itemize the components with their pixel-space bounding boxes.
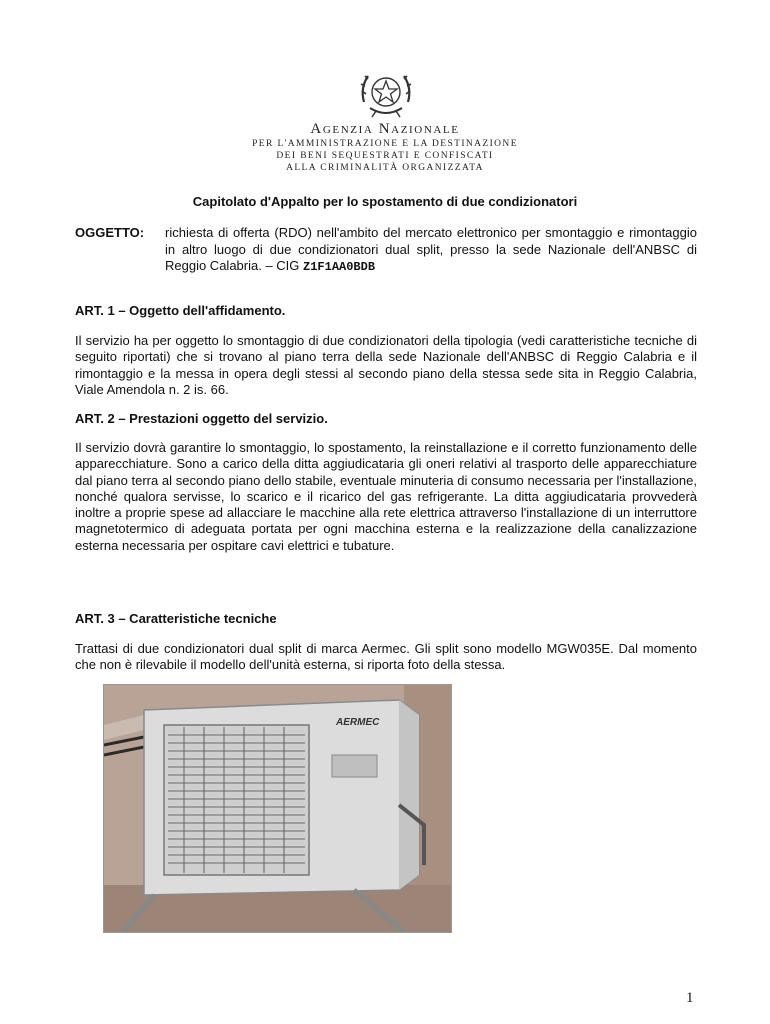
article-3-title: ART. 3 – Caratteristiche tecniche xyxy=(75,611,277,626)
outdoor-unit-illustration xyxy=(104,685,451,932)
agency-line: PER L'AMMINISTRAZIONE E LA DESTINAZIONE xyxy=(252,139,518,149)
article-2-text: Il servizio dovrà garantire lo smontaggio, lo spostamento, la reinstallazione e il corretto funzionamento delle apparecchiature. Sono a carico della ditta aggiudicataria gli oneri relativi al trasporto delle apparecchiature dal piano terra al secondo piano dello stabile, eventuale minuteria di consumo necessaria per l'installazione, nonché qualora servisse, lo scarico e il ricarico del gas refrigerante. La ditta aggiudicataria provvederà inoltre a proprie spese ad allacciare le macchine alla rete elettrica attraverso l'installazione di un interruttore magnetotermico di adeguata portata per ogni macchina esterna e la realizzazione della canalizzazione esterna necessaria per ospitare cavi elettrici e tubature. xyxy=(75,440,697,553)
agency-line: DEI BENI SEQUESTRATI E CONFISCATI xyxy=(276,151,494,161)
article-2-title: ART. 2 – Prestazioni oggetto del servizio. xyxy=(75,411,328,426)
agency-line: ALLA CRIMINALITÀ ORGANIZZATA xyxy=(286,163,484,173)
brand-label: AERMEC xyxy=(336,717,380,728)
article-1-title: ART. 1 – Oggetto dell'affidamento. xyxy=(75,303,286,318)
article-3-text: Trattasi di due condizionatori dual split di marca Aermec. Gli split sono modello MGW035E. Dal momento che non è rilevabile il modello dell'unità esterna, si riporta foto della stessa. xyxy=(75,641,697,673)
outdoor-unit-photo xyxy=(103,684,452,933)
cig-code: Z1F1AA0BDB xyxy=(303,260,376,274)
oggetto-text xyxy=(165,225,697,276)
oggetto-body: richiesta di offerta (RDO) nell'ambito del mercato elettronico per smontaggio e rimontaggio in altro luogo di due condizionatori dual split, presso la sede Nazionale dell'ANBSC di Reggio Calabria. – CIG xyxy=(165,225,697,273)
agency-name: Agenzia Nazionale xyxy=(310,121,460,137)
italian-republic-emblem-icon xyxy=(356,64,416,124)
article-1-text: Il servizio ha per oggetto lo smontaggio di due condizionatori della tipologia (vedi caratteristiche tecniche di seguito riportati) che si trovano al piano terra della sede Nazionale dell'ANBSC di Reggio Calabria e il rimontaggio e la messa in opera degli stessi al secondo piano della stessa sede sita in Reggio Calabria, Viale Amendola n. 2 is. 66. xyxy=(75,333,697,397)
document-title: Capitolato d'Appalto per lo spostamento di due condizionatori xyxy=(192,194,578,209)
oggetto-label: OGGETTO: xyxy=(75,225,145,240)
page-number: 1 xyxy=(686,990,694,1006)
